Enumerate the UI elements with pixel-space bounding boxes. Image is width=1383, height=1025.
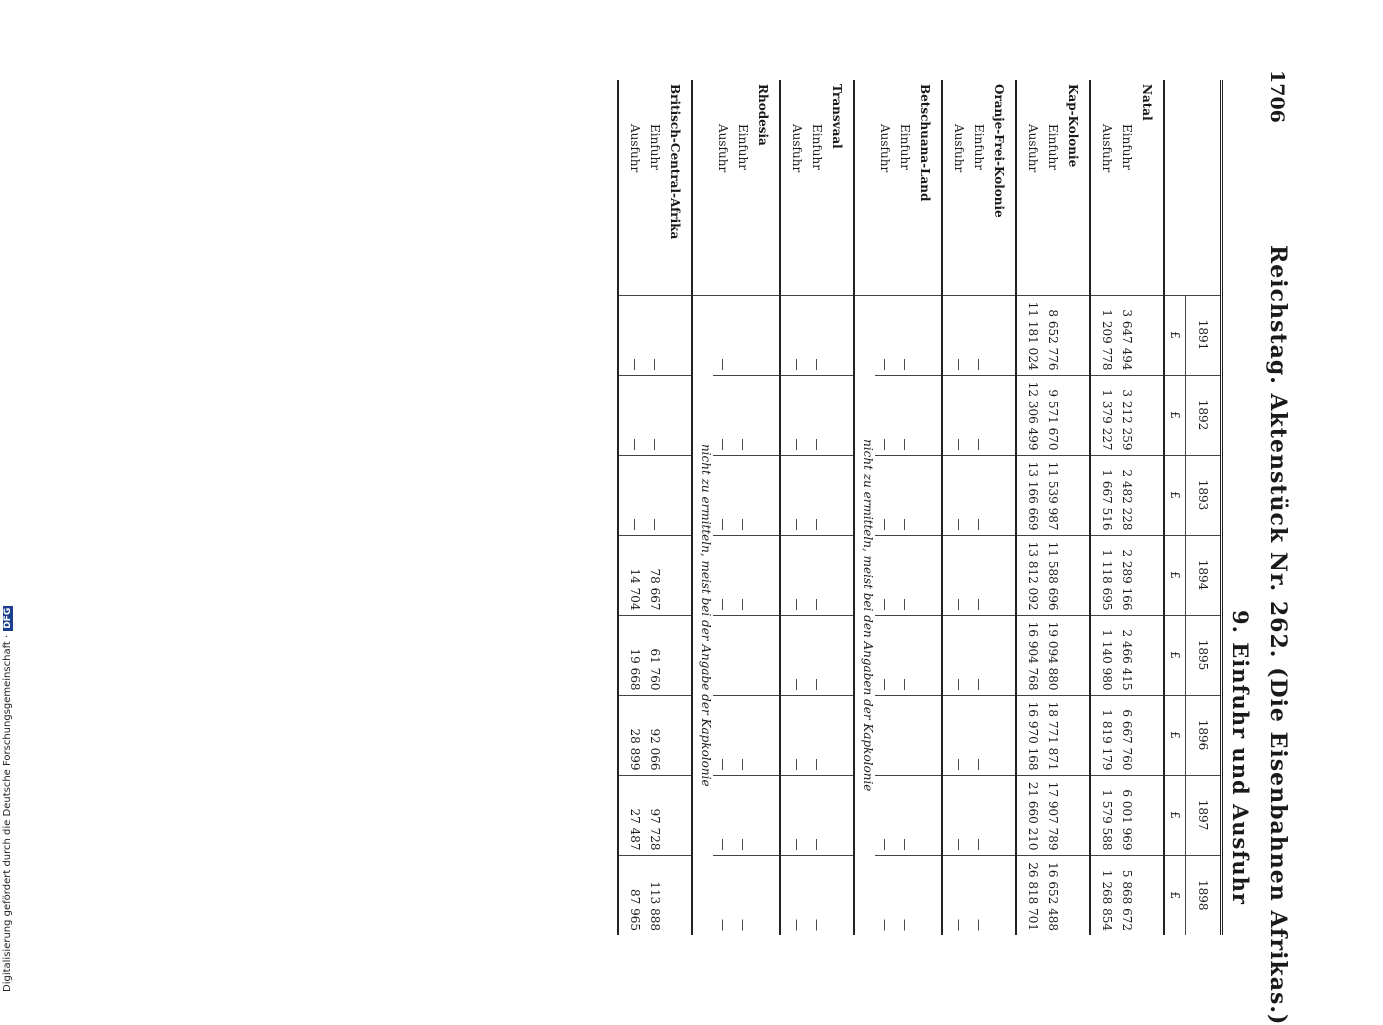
value-cell: — <box>875 775 895 855</box>
value-cell: — <box>733 695 753 775</box>
spacer-cell <box>665 615 692 695</box>
page-number: 1706 <box>1266 70 1288 123</box>
value-cell: — <box>942 295 969 375</box>
unit-cell: £ <box>1164 615 1186 695</box>
value-cell: — <box>733 775 753 855</box>
spacer-cell <box>1137 455 1164 535</box>
value-cell: 92 066 <box>645 695 665 775</box>
value-cell: 2 466 415 <box>1117 615 1137 695</box>
spacer-cell <box>915 455 942 535</box>
value-cell: — <box>895 535 915 615</box>
value-cell: — <box>942 695 969 775</box>
value-cell: 16 652 488 <box>1043 855 1063 935</box>
value-cell: — <box>895 455 915 535</box>
spacer-cell <box>827 775 854 855</box>
value-cell: 11 181 024 <box>1016 295 1043 375</box>
flow-label: Einfuhr <box>972 124 986 170</box>
value-cell <box>875 695 895 775</box>
note-stub <box>854 80 875 295</box>
value-cell: — <box>807 375 827 455</box>
spacer-cell <box>1063 695 1090 775</box>
value-cell: 16 904 768 <box>1016 615 1043 695</box>
value-cell: — <box>942 775 969 855</box>
flow-label: Ausfuhr <box>942 80 969 295</box>
value-cell: 5 868 672 <box>1117 855 1137 935</box>
value-cell: — <box>942 535 969 615</box>
value-cell: — <box>713 535 733 615</box>
country-row <box>827 80 854 935</box>
value-cell: 6 667 760 <box>1117 695 1137 775</box>
country-label: Transvaal <box>830 84 844 149</box>
table-row <box>780 80 807 935</box>
value-cell: — <box>969 295 989 375</box>
value-cell: 1 667 516 <box>1090 455 1117 535</box>
spacer-cell <box>827 375 854 455</box>
value-cell <box>733 615 753 695</box>
year-1895: 1895 <box>1186 615 1222 695</box>
spacer-cell <box>1137 615 1164 695</box>
spacer-cell <box>665 695 692 775</box>
value-cell <box>713 615 733 695</box>
flow-label: Einfuhr <box>736 124 750 170</box>
value-cell: — <box>969 455 989 535</box>
note-row <box>854 80 875 935</box>
spacer-cell <box>915 695 942 775</box>
country-label: Natal <box>1140 84 1154 121</box>
spacer-cell <box>665 535 692 615</box>
spacer-cell <box>1137 695 1164 775</box>
value-cell: — <box>645 455 665 535</box>
value-cell: — <box>645 375 665 455</box>
value-cell: 1 268 854 <box>1090 855 1117 935</box>
value-cell: 19 094 880 <box>1043 615 1063 695</box>
spacer-cell <box>1063 535 1090 615</box>
spacer-cell <box>665 455 692 535</box>
table-row <box>1016 80 1043 935</box>
value-cell: — <box>618 455 645 535</box>
stub-unit <box>1164 80 1186 295</box>
value-cell: — <box>942 455 969 535</box>
unit-cell: £ <box>1164 695 1186 775</box>
value-cell: — <box>942 615 969 695</box>
value-cell: 13 812 092 <box>1016 535 1043 615</box>
value-cell: — <box>875 535 895 615</box>
stub-header <box>1186 80 1222 295</box>
year-1897: 1897 <box>1186 775 1222 855</box>
value-cell: — <box>733 535 753 615</box>
value-cell: — <box>969 775 989 855</box>
spacer-cell <box>753 375 780 455</box>
value-cell: — <box>807 535 827 615</box>
country-row <box>753 80 780 935</box>
table-body <box>618 80 1164 935</box>
value-cell: — <box>713 855 733 935</box>
value-cell: 3 647 494 <box>1117 295 1137 375</box>
unit-cell: £ <box>1164 375 1186 455</box>
value-cell: — <box>733 855 753 935</box>
value-cell: — <box>807 615 827 695</box>
spacer-cell <box>915 535 942 615</box>
unit-cell: £ <box>1164 535 1186 615</box>
value-cell: — <box>780 855 807 935</box>
flow-label: Ausfuhr <box>1090 80 1117 295</box>
table-row <box>645 80 665 935</box>
value-cell: — <box>969 855 989 935</box>
flow-label: Ausfuhr <box>716 124 730 173</box>
spacer-cell <box>753 855 780 935</box>
value-cell: — <box>780 455 807 535</box>
note-stub <box>692 80 713 295</box>
value-cell: — <box>895 855 915 935</box>
year-1892: 1892 <box>1186 375 1222 455</box>
flow-label: Einfuhr <box>648 124 662 170</box>
spacer-cell <box>989 455 1016 535</box>
value-cell: 3 212 259 <box>1117 375 1137 455</box>
value-cell: — <box>942 375 969 455</box>
value-cell: 78 667 <box>645 535 665 615</box>
table-row <box>969 80 989 935</box>
value-cell: 2 289 166 <box>1117 535 1137 615</box>
spacer-cell <box>1063 295 1090 375</box>
flow-label: Einfuhr <box>898 124 912 170</box>
credit-text: Digitalisierung gefördert durch die Deutsche Forschungsgemeinschaft · <box>2 634 13 992</box>
value-cell: — <box>807 695 827 775</box>
spacer-cell <box>989 855 1016 935</box>
country-label: Betschuana-Land <box>918 84 932 202</box>
flow-label: Einfuhr <box>1046 124 1060 170</box>
flow-label: Ausfuhr <box>780 80 807 295</box>
trade-table <box>617 80 1223 935</box>
running-head: Reichstag. Aktenstück Nr. 262. (Die Eisenbahnen Afrikas.) <box>1265 245 1291 1025</box>
spacer-cell <box>753 295 780 375</box>
spacer-cell <box>915 615 942 695</box>
value-cell: 11 588 696 <box>1043 535 1063 615</box>
value-cell: — <box>875 615 895 695</box>
spacer-cell <box>989 615 1016 695</box>
value-cell: — <box>618 375 645 455</box>
table-row <box>1043 80 1063 935</box>
flow-label: Ausfuhr <box>618 80 645 295</box>
spacer-cell <box>827 455 854 535</box>
spacer-cell <box>827 535 854 615</box>
value-cell: 1 209 778 <box>1090 295 1117 375</box>
table-row <box>807 80 827 935</box>
value-cell: — <box>713 775 733 855</box>
spacer-cell <box>1137 295 1164 375</box>
value-cell: — <box>733 455 753 535</box>
spacer-cell <box>915 375 942 455</box>
table-row <box>875 80 895 935</box>
dfg-logo: DFG <box>3 607 13 629</box>
value-cell: — <box>942 855 969 935</box>
country-label: Oranje-Frei-Kolonie <box>992 84 1006 218</box>
value-cell: 13 166 669 <box>1016 455 1043 535</box>
value-cell: — <box>969 615 989 695</box>
value-cell: 18 771 871 <box>1043 695 1063 775</box>
value-cell: — <box>875 375 895 455</box>
spacer-cell <box>1063 455 1090 535</box>
value-cell: — <box>618 295 645 375</box>
flow-label: Einfuhr <box>1120 124 1134 170</box>
value-cell: 17 907 789 <box>1043 775 1063 855</box>
country-label: Kap-Kolonie <box>1066 84 1080 168</box>
value-cell: — <box>895 775 915 855</box>
value-cell: — <box>713 455 733 535</box>
year-1894: 1894 <box>1186 535 1222 615</box>
value-cell <box>895 695 915 775</box>
value-cell: — <box>713 295 733 375</box>
year-1891: 1891 <box>1186 295 1222 375</box>
spacer-cell <box>1063 775 1090 855</box>
spacer-cell <box>915 775 942 855</box>
value-cell: 2 482 228 <box>1117 455 1137 535</box>
unit-cell: £ <box>1164 455 1186 535</box>
value-cell: 26 818 701 <box>1016 855 1043 935</box>
year-header-row <box>1186 80 1222 935</box>
spacer-cell <box>989 375 1016 455</box>
value-cell: 11 539 987 <box>1043 455 1063 535</box>
spacer-cell <box>1063 855 1090 935</box>
spacer-cell <box>1137 375 1164 455</box>
value-cell: — <box>780 775 807 855</box>
value-cell: — <box>780 295 807 375</box>
country-row <box>1063 80 1090 935</box>
value-cell: 8 652 776 <box>1043 295 1063 375</box>
country-row <box>1137 80 1164 935</box>
note-row <box>692 80 713 935</box>
value-cell: — <box>713 695 733 775</box>
value-cell: 1 579 588 <box>1090 775 1117 855</box>
country-row <box>665 80 692 935</box>
table-row <box>713 80 733 935</box>
spacer-cell <box>753 535 780 615</box>
table-row <box>1090 80 1117 935</box>
note-text: nicht zu ermitteln, meist bei der Angabe der Kapkolonie <box>692 295 713 935</box>
value-cell: 12 306 499 <box>1016 375 1043 455</box>
value-cell: 113 888 <box>645 855 665 935</box>
value-cell: — <box>895 615 915 695</box>
value-cell: 1 118 695 <box>1090 535 1117 615</box>
spacer-cell <box>827 855 854 935</box>
value-cell: 27 487 <box>618 775 645 855</box>
value-cell: — <box>875 295 895 375</box>
flow-label: Einfuhr <box>810 124 824 170</box>
country-row <box>915 80 942 935</box>
value-cell: — <box>645 295 665 375</box>
spacer-cell <box>1137 535 1164 615</box>
spacer-cell <box>989 695 1016 775</box>
value-cell: 21 660 210 <box>1016 775 1043 855</box>
value-cell: 1 379 227 <box>1090 375 1117 455</box>
value-cell: — <box>969 535 989 615</box>
value-cell: 97 728 <box>645 775 665 855</box>
digitization-credit <box>2 606 13 992</box>
value-cell <box>733 295 753 375</box>
spacer-cell <box>1063 375 1090 455</box>
value-cell: — <box>895 375 915 455</box>
spacer-cell <box>1137 775 1164 855</box>
spacer-cell <box>753 695 780 775</box>
value-cell: — <box>969 375 989 455</box>
country-label: Britisch-Central-Afrika <box>668 84 682 240</box>
spacer-cell <box>665 855 692 935</box>
value-cell: 28 899 <box>618 695 645 775</box>
section-title: 9. Einfuhr und Ausfuhr <box>1228 610 1253 905</box>
year-1896: 1896 <box>1186 695 1222 775</box>
spacer-cell <box>1063 615 1090 695</box>
value-cell: — <box>807 775 827 855</box>
spacer-cell <box>753 455 780 535</box>
flow-label: Ausfuhr <box>878 124 892 173</box>
value-cell: 87 965 <box>618 855 645 935</box>
spacer-cell <box>989 295 1016 375</box>
table-row <box>942 80 969 935</box>
table-row <box>1117 80 1137 935</box>
spacer-cell <box>989 775 1016 855</box>
country-label: Rhodesia <box>756 84 770 146</box>
unit-header-row <box>1164 80 1186 935</box>
value-cell: 1 819 179 <box>1090 695 1117 775</box>
spacer-cell <box>915 855 942 935</box>
value-cell: — <box>807 295 827 375</box>
value-cell: — <box>969 695 989 775</box>
spacer-cell <box>665 375 692 455</box>
value-cell: 14 704 <box>618 535 645 615</box>
spacer-cell <box>915 295 942 375</box>
value-cell: 16 970 168 <box>1016 695 1043 775</box>
value-cell: 9 571 670 <box>1043 375 1063 455</box>
value-cell: — <box>780 535 807 615</box>
unit-cell: £ <box>1164 855 1186 935</box>
spacer-cell <box>827 295 854 375</box>
unit-cell: £ <box>1164 775 1186 855</box>
value-cell: — <box>875 455 895 535</box>
flow-label: Ausfuhr <box>1016 80 1043 295</box>
spacer-cell <box>753 775 780 855</box>
note-text: nicht zu ermitteln, meist bei den Angaben der Kapkolonie <box>854 295 875 935</box>
table-row <box>618 80 645 935</box>
year-1898: 1898 <box>1186 855 1222 935</box>
value-cell: — <box>780 375 807 455</box>
value-cell: — <box>875 855 895 935</box>
value-cell: — <box>780 615 807 695</box>
value-cell: — <box>895 295 915 375</box>
table-row <box>895 80 915 935</box>
value-cell: — <box>733 375 753 455</box>
value-cell: 19 668 <box>618 615 645 695</box>
value-cell: 6 001 969 <box>1117 775 1137 855</box>
unit-cell: £ <box>1164 295 1186 375</box>
value-cell: 1 140 980 <box>1090 615 1117 695</box>
spacer-cell <box>827 695 854 775</box>
value-cell: — <box>807 455 827 535</box>
value-cell: — <box>713 375 733 455</box>
spacer-cell <box>665 295 692 375</box>
country-row <box>989 80 1016 935</box>
spacer-cell <box>827 615 854 695</box>
spacer-cell <box>989 535 1016 615</box>
value-cell: — <box>807 855 827 935</box>
spacer-cell <box>1137 855 1164 935</box>
spacer-cell <box>753 615 780 695</box>
value-cell: — <box>780 695 807 775</box>
table-row <box>733 80 753 935</box>
spacer-cell <box>665 775 692 855</box>
value-cell: 61 760 <box>645 615 665 695</box>
year-1893: 1893 <box>1186 455 1222 535</box>
